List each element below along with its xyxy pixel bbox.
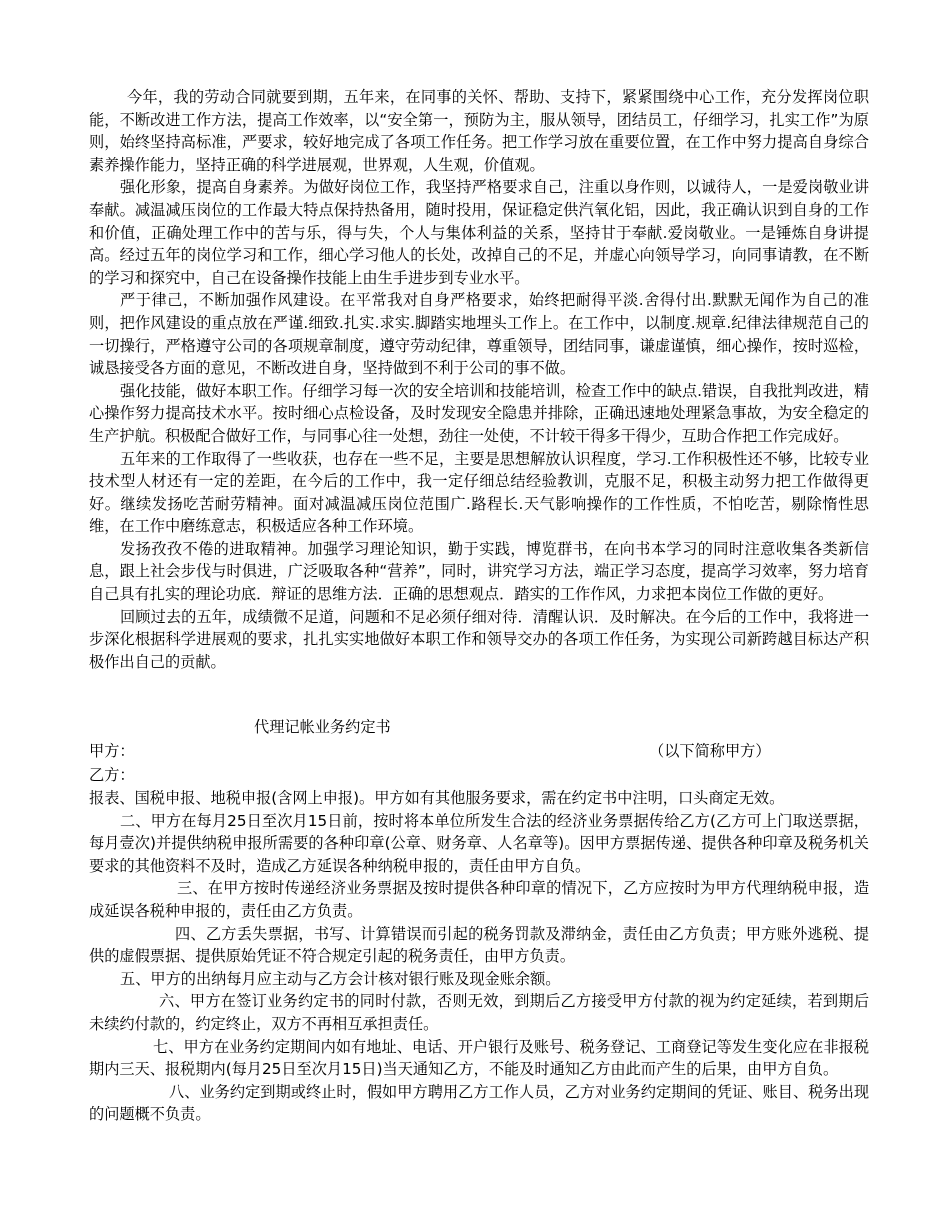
summary-paragraph-1: 今年，我的劳动合同就要到期，五年来，在同事的关怀、帮助、支持下，紧紧围绕中心工作，充分发挥岗位职能，不断改进工作方法，提高工作效率，以“安全第一，预防为主，服从领导，团结员工，仔细学习，扎实工作”为原则，始终坚持高标准，严要求，较好地完成了各项工作任务。把工作学习放在重要位置，在工作中努力提高自身综合素养操作能力，坚持正确的科学进展观，世界观，人生观，价值观。 — [89, 88, 869, 174]
agreement-clause-4: 四、乙方丢失票据，书写、计算错误而引起的税务罚款及滞纳金，责任由乙方负责；甲方账外逃税、提供的虚假票据、提供原始凭证不符合规定引起的税务责任，由甲方负责。 — [89, 924, 869, 966]
summary-paragraph-5: 五年来的工作取得了一些收获，也存在一些不足，主要是思想解放认识程度，学习.工作积极性还不够，比较专业技术型人材还有一定的差距，在今后的工作中，我一定仔细总结经验教训，克服不足，积极主动努力把工作做得更好。继续发扬吃苦耐劳精神。面对减温减压岗位范围广.路程长.天气影响操作的工作性质，不怕吃苦，剔除惰性思维，在工作中磨练意志，积极适应各种工作环境。 — [89, 449, 870, 536]
party-a-note: （以下简称甲方） — [649, 742, 771, 760]
agency-agreement-section — [89, 715, 869, 1126]
party-b-label: 乙方： — [89, 766, 135, 784]
summary-paragraph-6: 发扬孜孜不倦的进取精神。加强学习理论知识，勤于实践，博览群书，在向书本学习的同时注意收集各类新信息，跟上社会步伐与时俱进，广泛吸取各种“营养”，同时，讲究学习方法，端正学习态度，提高学习效率，努力培育自己具有扎实的理论功底．辩证的思维方法．正确的思想观点．踏实的工作作风，力求把本岗位工作做的更好。 — [89, 539, 869, 604]
agreement-clause-3: 三、在甲方按时传递经济业务票据及按时提供各种印章的情况下，乙方应按时为甲方代理纳税申报，造成延误各税种申报的，责任由乙方负责。 — [89, 879, 869, 920]
agreement-clause-8: 八、业务约定到期或终止时，假如甲方聘用乙方工作人员，乙方对业务约定期间的凭证、账目、税务出现的问题概不负责。 — [89, 1082, 869, 1124]
agreement-title: 代理记帐业务约定书 — [254, 718, 391, 736]
summary-paragraph-2: 强化形象，提高自身素养。为做好岗位工作，我坚持严格要求自己，注重以身作则，以诚待人，一是爱岗敬业讲奉献。减温减压岗位的工作最大特点保持热备用，随时投用，保证稳定供汽氧化铝，因此，我正确认识到自身的工作和价值，正确处理工作中的苦与乐，得与失，个人与集体利益的关系，坚持甘于奉献.爱岗敬业。一是锤炼自身讲提高。经过五年的岗位学习和工作，细心学习他人的长处，改掉自己的不足，并虚心向领导学习，向同事请教，在不断的学习和探究中，自己在设备操作技能上由生手进步到专业水平。 — [89, 178, 869, 287]
agreement-clause-6: 六、甲方在签订业务约定书的同时付款，否则无效，到期后乙方接受甲方付款的视为约定延续，若到期后未续约付款的，约定终止，双方不再相互承担责任。 — [89, 992, 869, 1033]
summary-paragraph-7: 回顾过去的五年，成绩微不足道，问题和不足必须仔细对待．清醒认识．及时解决。在今后的工作中，我将进一步深化根据科学进展观的要求，扎扎实实地做好本职工作和领导交办的各项工作任务，为实现公司新跨越目标达产积极作出自己的贡献。 — [89, 607, 869, 671]
party-a-line — [89, 739, 869, 763]
agreement-clause-1: 报表、国税申报、地税申报(含网上申报)。甲方如有其他服务要求，需在约定书中注明，口头商定无效。 — [89, 789, 785, 807]
agreement-clause-7: 七、甲方在业务约定期间内如有地址、电话、开户银行及账号、税务登记、工商登记等发生变化应在非报税期内三天、报税期内(每月25日至次月15日)当天通知乙方，不能及时通知乙方由此而产生的后果，由甲方自负。 — [89, 1037, 869, 1079]
work-summary-section — [89, 86, 869, 673]
agreement-clause-2: 二、甲方在每月25日至次月15日前，按时将本单位所发生合法的经济业务票据传给乙方(乙方可上门取送票据，每月壹次)并提供纳税申报所需要的各种印章(公章、财务章、人名章等)。因甲方票据传递、提供各种印章及税务机关要求的其他资料不及时，造成乙方延误各种纳税申报的，责任由甲方自负。 — [89, 811, 869, 875]
agreement-clause-5: 五、甲方的出纳每月应主动与乙方会计核对银行账及现金账余额。 — [120, 969, 561, 988]
summary-paragraph-4: 强化技能，做好本职工作。仔细学习每一次的安全培训和技能培训，检查工作中的缺点.错误，自我批判改进，精心操作努力提高技术水平。按时细心点检设备，及时发现安全隐患并排除，正确迅速地处理紧急事故，为安全稳定的生产护航。积极配合做好工作，与同事心往一处想，劲往一处使，不计较干得多干得少，互助合作把工作完成好。 — [89, 381, 870, 445]
party-a-label: 甲方： — [89, 742, 135, 760]
party-b-line — [89, 763, 869, 787]
summary-paragraph-3: 严于律己，不断加强作风建设。在平常我对自身严格要求，始终把耐得平淡.舍得付出.默默无闻作为自己的准则，把作风建设的重点放在严谨.细致.扎实.求实.脚踏实地埋头工作上。在工作中，以制度.规章.纪律法律规范自己的一切操行，严格遵守公司的各项规章制度，遵守劳动纪律，尊重领导，团结同事，谦虚谨慎，细心操作，按时巡检，诚恳接受各方面的意见，不断改进自身，坚持做到不利于公司的事不做。 — [89, 291, 869, 378]
